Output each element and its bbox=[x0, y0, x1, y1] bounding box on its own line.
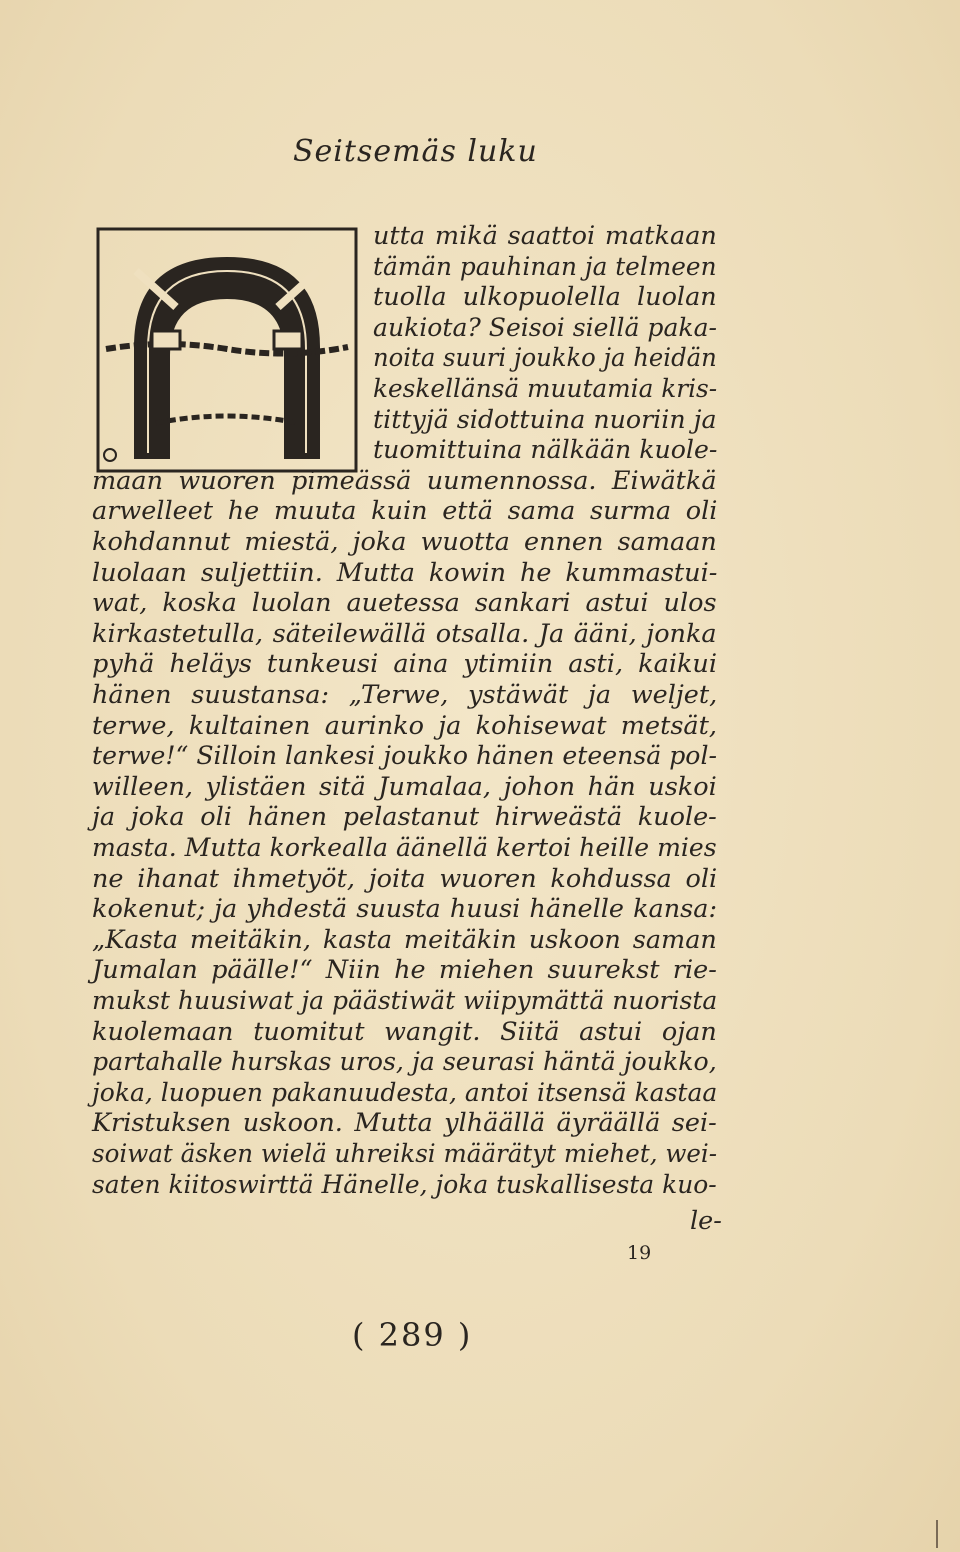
signature-mark: 19 bbox=[627, 1242, 652, 1264]
text-line: utta mikä saattoi matkaan bbox=[373, 221, 717, 251]
text-line: kirkastetulla, säteilewällä otsalla. Ja ääni, jonka bbox=[92, 618, 717, 649]
text-line: tuomittuina nälkään kuole- bbox=[373, 435, 718, 466]
text-line: luolaan suljettiin. Mutta kowin he kummastui- bbox=[92, 557, 718, 588]
text-line: tuolla ulkopuolella luolan bbox=[373, 282, 717, 313]
text-line: kokenut; ja yhdestä suusta huusi hänelle kansa: bbox=[92, 894, 718, 925]
text-line: tittyjä sidottuina nuoriin ja bbox=[373, 404, 717, 435]
text-line: mukst huusiwat ja päästiwät wiipymättä nuorista bbox=[92, 986, 718, 1016]
text-line: soiwat äsken wielä uhreiksi määrätyt miehet, wei- bbox=[92, 1139, 718, 1169]
drop-cap-ornament bbox=[96, 227, 358, 473]
text-line: arwelleet he muuta kuin että sama surma oli bbox=[92, 496, 718, 527]
edge-mark bbox=[936, 1520, 938, 1548]
hyphenated-continuation: le- bbox=[690, 1206, 722, 1236]
text-line: pyhä heläys tunkeusi aina ytimiin asti, kaikui bbox=[92, 649, 718, 680]
text-line: ja joka oli hänen pelastanut hirweästä kuole- bbox=[92, 802, 717, 833]
text-line: ne ihanat ihmetyöt, joita wuoren kohdussa oli bbox=[92, 863, 718, 894]
text-line: masta. Mutta korkealla äänellä kertoi heille mies bbox=[92, 833, 717, 863]
text-line: terwe!“ Silloin lankesi joukko hänen eteensä pol- bbox=[92, 741, 717, 772]
text-line: kohdannut miestä, joka wuotta ennen samaan bbox=[92, 527, 717, 557]
text-line: maan wuoren pimeässä uumennossa. Eiwätkä bbox=[92, 465, 717, 496]
text-line: saten kiitoswirttä Hänelle, joka tuskallisesta kuo- bbox=[92, 1169, 717, 1200]
text-line: wat, koska luolan auetessa sankari astui ulos bbox=[92, 588, 717, 619]
text-line: Jumalan päälle!“ Niin he miehen suurekst rie- bbox=[92, 955, 717, 986]
text-line: kuolemaan tuomitut wangit. Siitä astui ojan bbox=[92, 1016, 717, 1047]
text-line: keskellänsä muutamia kris- bbox=[373, 374, 718, 404]
text-line: „Kasta meitäkin, kasta meitäkin uskoon saman bbox=[92, 924, 717, 955]
text-line: terwe, kultainen aurinko ja kohisewat metsät, bbox=[92, 710, 717, 741]
text-line: joka, luopuen pakanuudesta, antoi itsensä kastaa bbox=[92, 1077, 718, 1108]
text-line: hänen suustansa: „Terwe, ystäwät ja weljet, bbox=[92, 680, 718, 710]
text-line: noita suuri joukko ja heidän bbox=[373, 343, 717, 374]
text-line: aukiota? Seisoi siellä paka- bbox=[373, 312, 717, 343]
chapter-heading: Seitsemäs luku bbox=[293, 134, 538, 169]
text-line: tämän pauhinan ja telmeen bbox=[373, 251, 717, 282]
text-line: willeen, ylistäen sitä Jumalaa, johon hän uskoi bbox=[92, 771, 717, 802]
text-line: partahalle hurskas uros, ja seurasi häntä joukko, bbox=[92, 1047, 717, 1078]
page-number: ( 289 ) bbox=[352, 1316, 473, 1354]
text-line: Kristuksen uskoon. Mutta ylhäällä äyräällä sei- bbox=[92, 1108, 717, 1139]
